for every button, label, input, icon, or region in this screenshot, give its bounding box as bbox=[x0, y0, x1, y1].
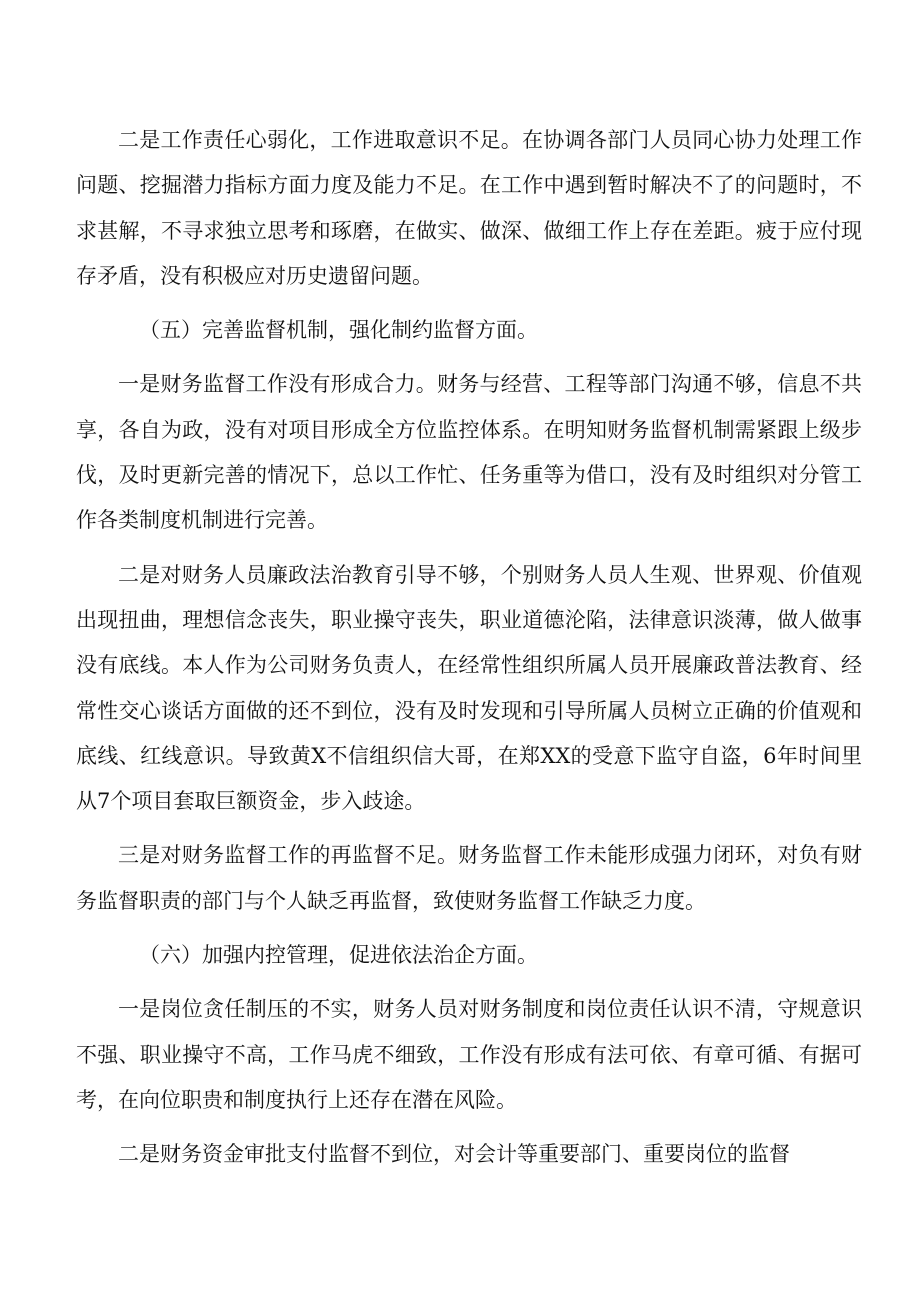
paragraph-post-responsibility: 一是岗位贪任制压的不实，财务人员对财务制度和岗位责任认识不清，守规意识不强、职业操守不高，工作马虎不细致，工作没有形成有法可依、有章可循、有据可考，在向位职贵和制度执行上还存在潜在风险。 bbox=[76, 997, 862, 1112]
paragraph-integrity-education: 二是对财务人员廉政法治教育引导不够，个别财务人员人生观、世界观、价值观出现扭曲，理想信念丧失，职业操守丧失，职业道德沦陷，法律意识淡薄，做人做事没有底线。本人作为公司财务负责人，在经常性组织所属人员开展廉政普法教育、经常性交心谈话方面做的还不到位，没有及时发现和引导所属人员树立正确的价值观和底线、红线意识。导致黄X不信组织信大哥，在郑XX的受意下监守自盗，6年时间里从7个项目套取巨额资金，步入歧途。 bbox=[76, 562, 862, 814]
document-body bbox=[76, 118, 862, 1178]
paragraph-work-responsibility: 二是工作责任心弱化，工作进取意识不足。在协调各部门人员同心协力处理工作问题、挖掘潜力指标方面力度及能力不足。在工作中遇到暂时解决不了的问题时，不求甚解，不寻求独立思考和琢磨，在做实、做深、做细工作上存在差距。疲于应付现存矛盾，没有积极应对历史遗留问题。 bbox=[76, 128, 862, 288]
paragraph-financial-supervision-synergy: 一是财务监督工作没有形成合力。财务与经营、工程等部门沟通不够，信息不共享，各自为政，没有对项目形成全方位监控体系。在明知财务监督机制需紧跟上级步伐，及时更新完善的情况下，总以工作忙、任务重等为借口，没有及时组织对分管工作各类制度机制进行完善。 bbox=[76, 372, 862, 533]
paragraph-fund-approval: 二是财务资金审批支付监督不到位，对会计等重要部门、重要岗位的监督 bbox=[118, 1142, 790, 1167]
section-heading-supervision-mechanism: （五）完善监督机制，强化制约监督方面。 bbox=[139, 318, 538, 343]
section-heading-internal-control: （六）加强内控管理，促进依法治企方面。 bbox=[139, 943, 538, 968]
paragraph-re-supervision: 三是对财务监督工作的再监督不足。财务监督工作未能形成强力闭环，对负有财务监督职责的部门与个人缺乏再监督，致使财务监督工作缺乏力度。 bbox=[76, 843, 862, 913]
